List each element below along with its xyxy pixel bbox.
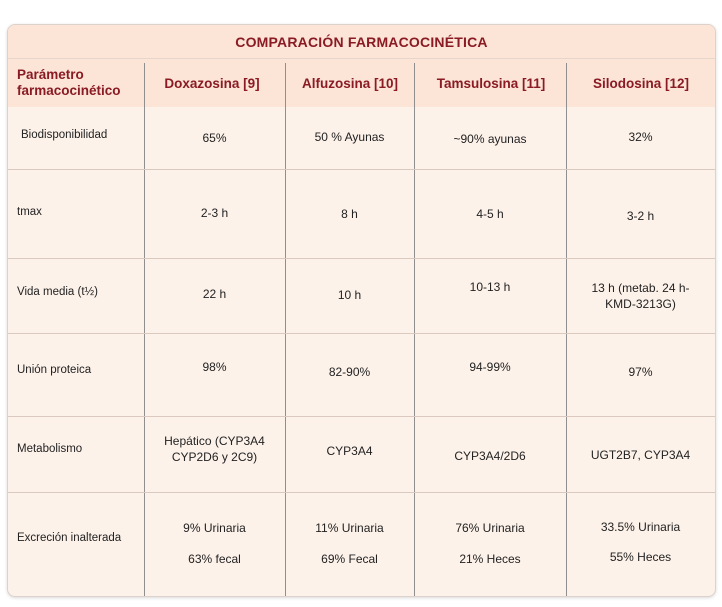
row-divider: [8, 416, 715, 417]
header-tamsulosina: Tamsulosina [11]: [436, 75, 546, 91]
cell-doxazosina: 65%: [202, 131, 227, 145]
row-divider: [8, 258, 715, 259]
cell-alfuzosina-2: 69% Fecal: [321, 552, 378, 566]
row-divider: [8, 333, 715, 334]
cell-tamsulosina: CYP3A4/2D6: [454, 449, 526, 463]
cell-alfuzosina: 50 % Ayunas: [314, 130, 385, 144]
cell-silodosina: 3-2 h: [626, 209, 655, 223]
cell-silodosina: 97%: [628, 365, 653, 379]
cell-doxazosina: [144, 433, 285, 465]
row-divider: [8, 492, 715, 493]
cell-alfuzosina: 10 h: [337, 288, 362, 302]
row-label-metabolismo: Metabolismo: [17, 443, 83, 455]
cell-doxazosina: 9% Urinaria: [183, 521, 246, 535]
pharmacokinetics-table: [7, 24, 716, 597]
cell-alfuzosina: 82-90%: [328, 365, 371, 379]
header-param-line-2: farmacocinético: [17, 83, 121, 98]
row-divider: [8, 169, 715, 170]
cell-silodosina: UGT2B7, CYP3A4: [590, 448, 691, 462]
cell-line: 13 h (metab. 24 h-: [591, 281, 690, 295]
table-title: COMPARACIÓN FARMACOCINÉTICA: [235, 33, 488, 50]
cell-doxazosina: 2-3 h: [200, 206, 229, 220]
header-param: [17, 59, 142, 107]
header-param-line-1: Parámetro: [17, 67, 84, 82]
cell-alfuzosina: 8 h: [341, 207, 358, 221]
cell-line: KMD-3213G): [605, 297, 676, 311]
cell-tamsulosina-2: 21% Heces: [459, 552, 521, 566]
cell-line: Hepático (CYP3A4: [164, 434, 265, 448]
row-label-tmax: tmax: [17, 206, 42, 218]
cell-tamsulosina: 4-5 h: [476, 207, 504, 221]
header-doxazosina: Doxazosina [9]: [164, 75, 260, 91]
cell-silodosina: 33.5% Urinaria: [600, 520, 681, 534]
cell-tamsulosina: ~90% ayunas: [453, 132, 527, 146]
cell-line: CYP2D6 y 2C9): [171, 450, 258, 464]
cell-tamsulosina: 10-13 h: [469, 280, 511, 294]
row-label-biodisponibilidad: Biodisponibilidad: [21, 129, 108, 141]
row-label-excrecion: Excreción inalterada: [17, 532, 122, 544]
table-title-bar: [8, 25, 715, 59]
header-silodosina: Silodosina [12]: [592, 75, 690, 91]
cell-alfuzosina: CYP3A4: [326, 444, 373, 458]
row-label-vida-media: Vida media (t½): [17, 286, 98, 298]
cell-tamsulosina: 76% Urinaria: [455, 521, 525, 535]
cell-silodosina: [566, 280, 715, 312]
cell-tamsulosina: 94-99%: [469, 360, 511, 374]
cell-doxazosina: 22 h: [202, 287, 227, 301]
cell-doxazosina: 98%: [202, 360, 227, 374]
cell-silodosina-2: 55% Heces: [609, 550, 672, 564]
row-label-union-proteica: Unión proteica: [17, 364, 92, 376]
cell-alfuzosina: 11% Urinaria: [315, 521, 384, 535]
cell-silodosina: 32%: [628, 130, 653, 144]
header-alfuzosina: Alfuzosina [10]: [301, 75, 398, 91]
cell-doxazosina-2: 63% fecal: [188, 552, 241, 566]
table-header-row: [8, 59, 715, 107]
